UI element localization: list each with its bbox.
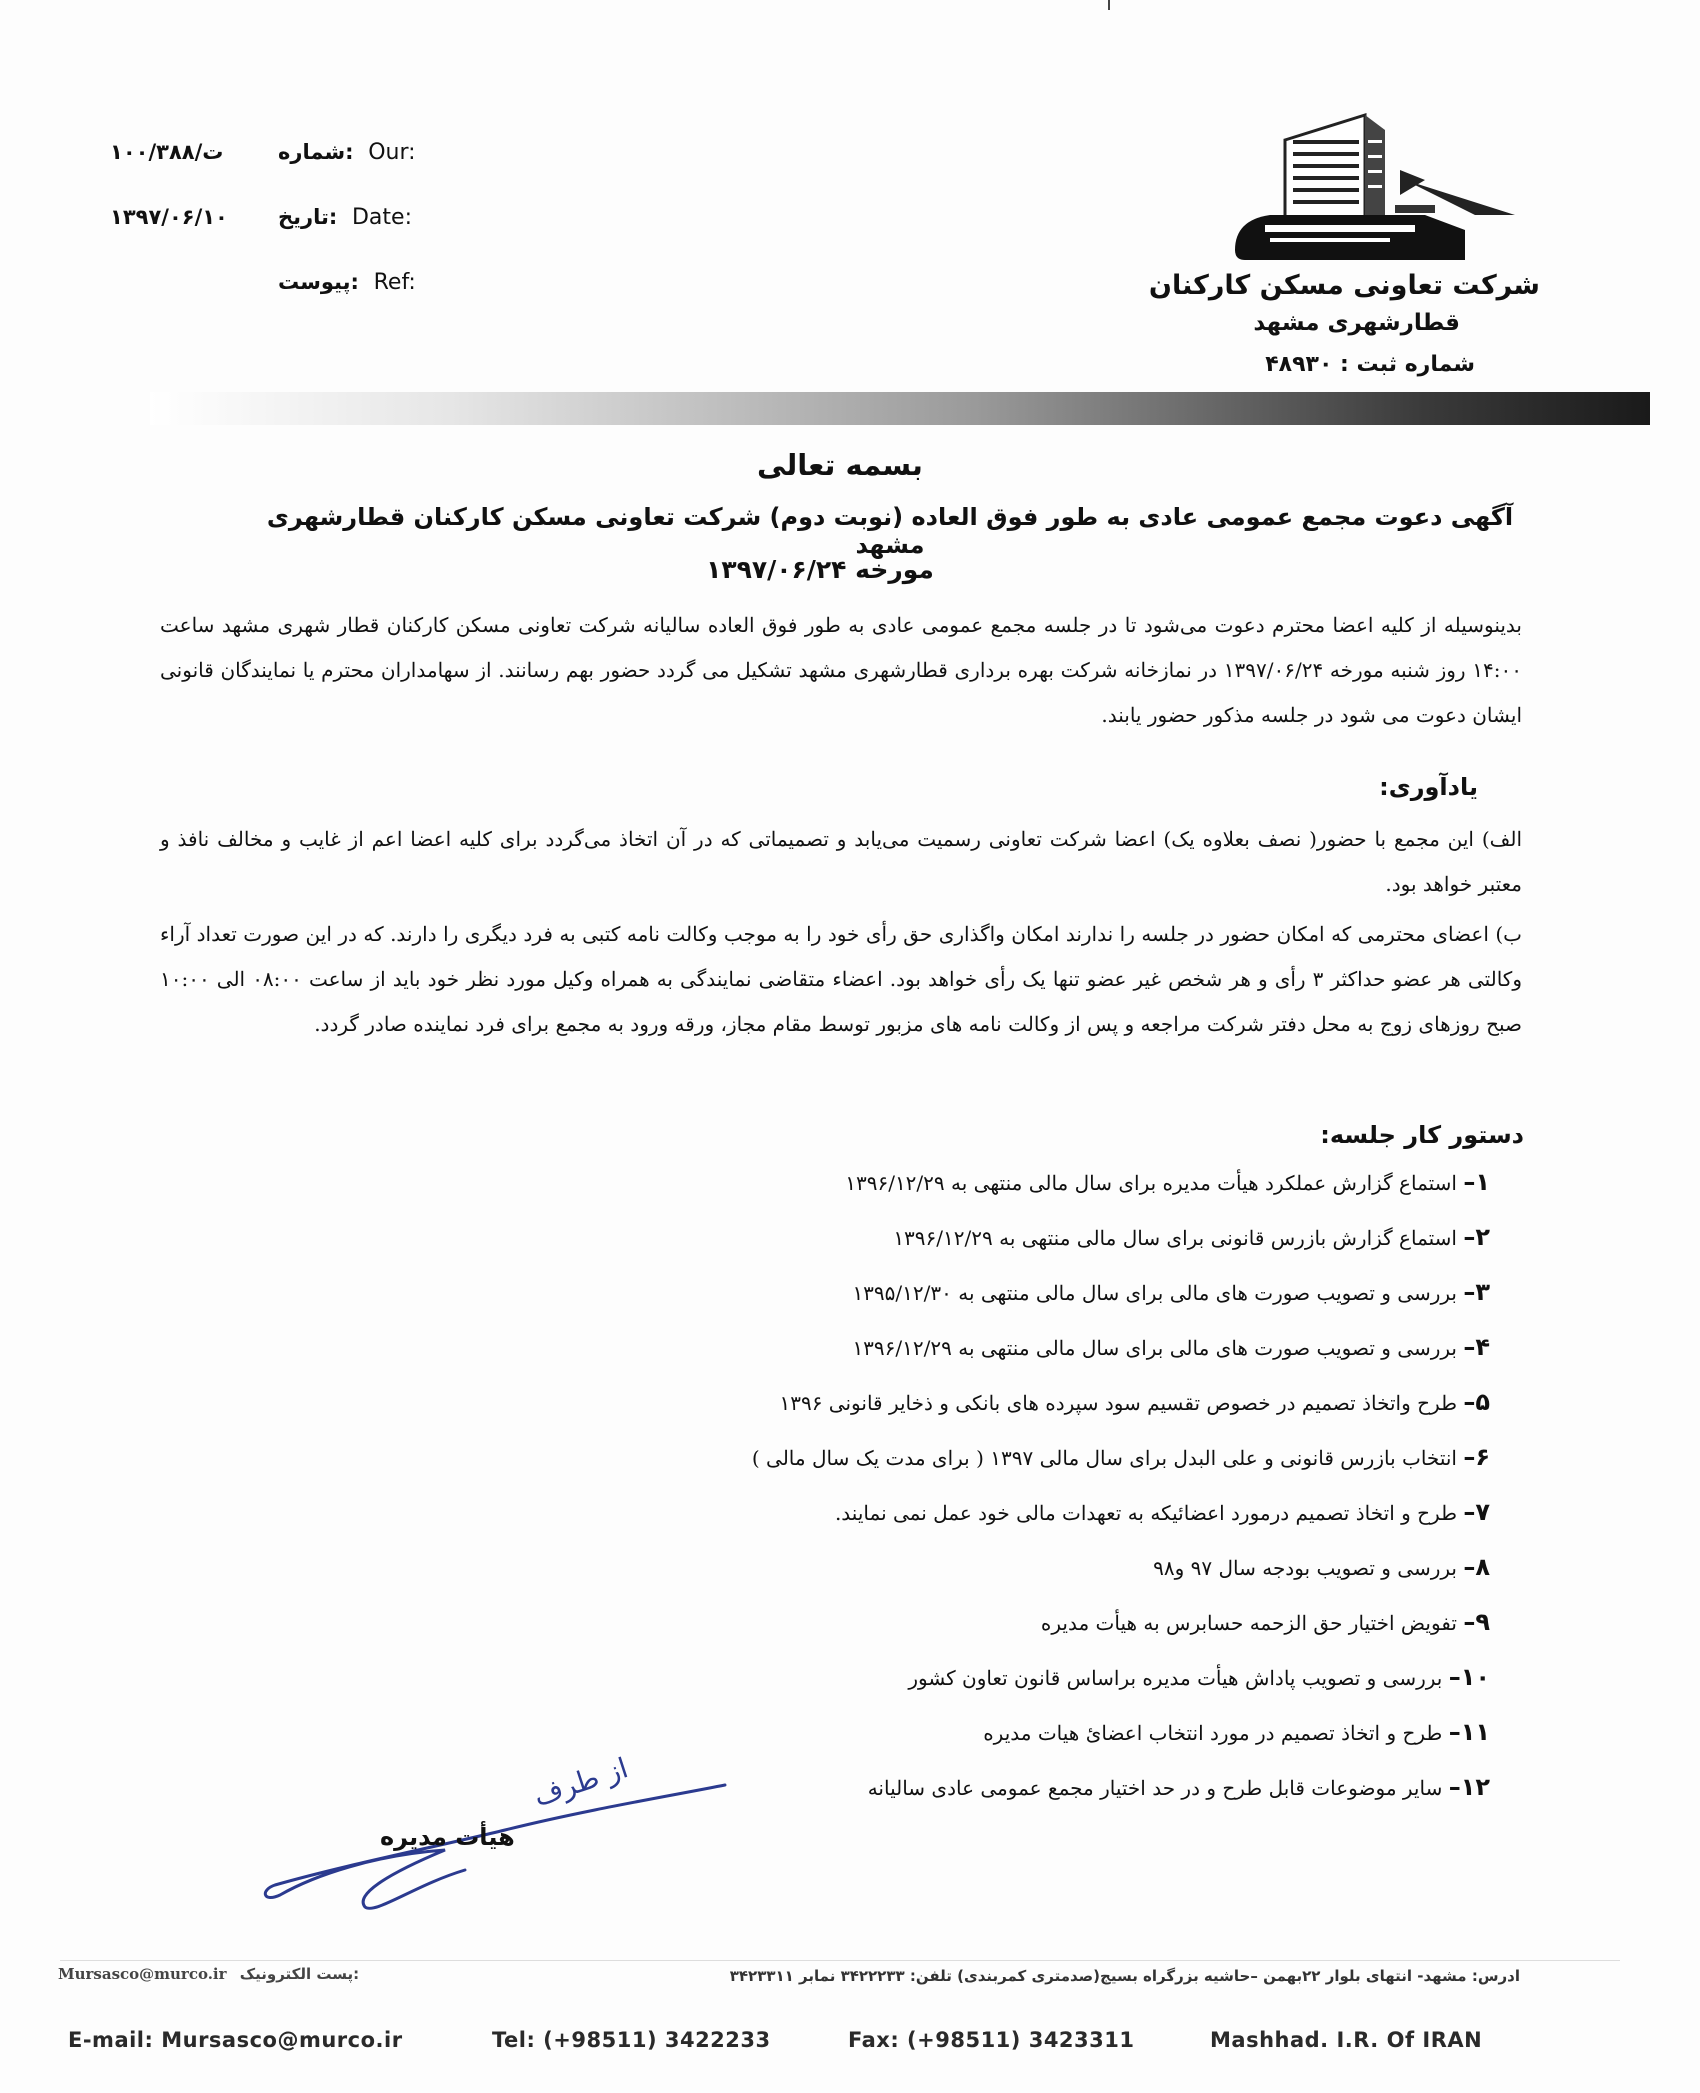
number-row	[110, 140, 223, 164]
top-mark	[1108, 0, 1110, 10]
agenda-item: ۹– تفویض اختیار حق الزحمه حسابرس به هیأت مدیره	[1040, 1608, 1490, 1636]
number-label-fa: شماره:	[278, 140, 354, 164]
agenda-item: ۱– استماع گزارش عملکرد هیأت مدیره برای سال مالی منتهی به ۱۳۹۶/۱۲/۲۹	[845, 1168, 1490, 1196]
announcement-title: آگهی دعوت مجمع عمومی عادی به طور فوق العاده (نوبت دوم) شرکت تعاونی مسکن کارکنان قطارشهری مشهد	[266, 503, 1514, 559]
company-name: شرکت تعاونی مسکن کارکنان	[1148, 270, 1540, 301]
number-value: ۱۰۰/۳۸۸/ت	[110, 140, 224, 164]
registration-number: شماره ثبت : ۴۸۹۳۰	[1265, 352, 1475, 377]
footer-fax: Fax: (+98511) 3423311	[848, 2028, 1135, 2052]
agenda-item: ۱۲– سایر موضوعات قابل طرح و در حد اختیار مجمع عمومی عادی سالیانه	[867, 1773, 1490, 1801]
agenda-item: ۶– انتخاب بازرس قانونی و علی البدل برای سال مالی ۱۳۹۷ ( برای مدت یک سال مالی )	[751, 1443, 1490, 1471]
number-label-en: Our:	[368, 140, 416, 165]
handwritten-text: از طرف	[529, 1755, 632, 1813]
agenda-item: ۱۰– بررسی و تصویب پاداش هیأت مدیره براساس قانون تعاون کشور	[908, 1663, 1490, 1691]
agenda-item: ۵– طرح واتخاذ تصمیم در خصوص تقسیم سود سپرده های بانکی و ذخایر قانونی ۱۳۹۶	[779, 1388, 1490, 1416]
intro-paragraph: بدینوسیله از کلیه اعضا محترم دعوت می‌شود تا در جلسه مجمع عمومی عادی به طور فوق العاده سالیانه شرکت تعاونی مسکن کارکنان قطار شهری مشهد ساعت ۱۴:۰۰ روز شنبه مورخه ۱۳۹۷/۰۶/۲۴ در نمازخانه شرکت بهره برداری قطارشهری مشهد تشکیل می گردد حضور بهم رسانند. از سهامداران محترم یا نمایندگان قانونی ایشان دعوت می شود در جلسه مذکور حضور یابند.	[160, 613, 1522, 727]
footer-email-fa-label: پست الکترونیک:	[239, 1965, 360, 1983]
announcement-date: مورخه ۱۳۹۷/۰۶/۲۴	[706, 555, 934, 584]
agenda-item: ۷– طرح و اتخاذ تصمیم درمورد اعضائیکه به تعهدات مالی خود عمل نمی نمایند.	[834, 1498, 1490, 1526]
footer-location: Mashhad. I.R. Of IRAN	[1210, 2028, 1483, 2052]
agenda-heading: دستور کار جلسه:	[1320, 1121, 1524, 1149]
agenda-item: ۸– بررسی و تصویب بودجه سال ۹۷ و۹۸	[1153, 1553, 1490, 1581]
footer-email-en: E-mail: Mursasco@murco.ir	[68, 2028, 403, 2052]
attachment-label-fa: پیوست:	[278, 270, 359, 294]
basmala: بسمه تعالی	[757, 448, 923, 482]
reminder-item-b: ب) اعضای محترمی که امکان حضور در جلسه را ندارند امکان واگذاری حق رأی خود را به موجب وکالت نامه کتبی به فرد دیگری را دارند. که در این صورت تعداد آراء وکالتی هر عضو حداکثر ۳ رأی و هر شخص غیر عضو تنها یک رأی خواهد بود. اعضاء متقاضی نمایندگی به همراه وکیل مورد نظر خود باید از ساعت ۰۸:۰۰ الی ۱۰:۰۰ صبح روزهای زوج به محل دفتر شرکت مراجعه و پس از وکالت نامه های مزبور توسط مقام مجاز، ورقه ورود به مجمع برای فرد نماینده صادر گردد.	[160, 922, 1522, 1036]
footer-tel: Tel: (+98511) 3422233	[492, 2028, 771, 2052]
reminder-item-a: الف) این مجمع با حضور( نصف بعلاوه یک) اعضا شرکت تعاونی رسمیت می‌یابد و تصمیماتی که در آن اتخاذ می‌گردد برای کلیه اعضا اعم از غایب و مخالف نافذ و معتبر خواهد بود.	[160, 827, 1522, 896]
number-labels	[278, 140, 416, 165]
agenda-item: ۲– استماع گزارش بازرس قانونی برای سال مالی منتهی به ۱۳۹۶/۱۲/۲۹	[893, 1223, 1490, 1251]
header-banner	[150, 392, 1650, 425]
date-label-en: Date:	[351, 205, 412, 230]
building-train-logo-icon	[1225, 110, 1525, 270]
attachment-labels	[278, 270, 416, 295]
date-label-fa: تاریخ:	[278, 205, 338, 229]
date-row	[110, 205, 228, 229]
footer-email-fa-value: Mursasco@murco.ir	[58, 1965, 227, 1983]
footer-address: ادرس: مشهد- انتهای بلوار ۲۲بهمن –حاشیه بزرگراه بسیج(صدمتری کمربندی) تلفن: ۳۴۲۲۲۳۳ نمابر ۳۴۲۳۳۱۱	[729, 1967, 1520, 1985]
agenda-item: ۱۱– طرح و اتخاذ تصمیم در مورد انتخاب اعضائ هیات مدیره	[983, 1718, 1490, 1746]
agenda-item: ۳– بررسی و تصویب صورت های مالی برای سال مالی منتهی به ۱۳۹۵/۱۲/۳۰	[852, 1278, 1490, 1306]
agenda-item: ۴– بررسی و تصویب صورت های مالی برای سال مالی منتهی به ۱۳۹۶/۱۲/۲۹	[852, 1333, 1490, 1361]
attachment-label-en: Ref:	[373, 270, 416, 295]
board-signature: هیأت مدیره	[380, 1823, 515, 1851]
date-value: ۱۳۹۷/۰۶/۱۰	[110, 205, 228, 229]
footer-email-fa	[58, 1965, 359, 1983]
company-subtitle: قطارشهری مشهد	[1253, 310, 1460, 336]
date-labels	[278, 205, 412, 230]
footer-divider	[60, 1960, 1620, 1961]
company-logo	[1225, 110, 1525, 270]
reminder-heading: یادآوری:	[1379, 773, 1478, 801]
